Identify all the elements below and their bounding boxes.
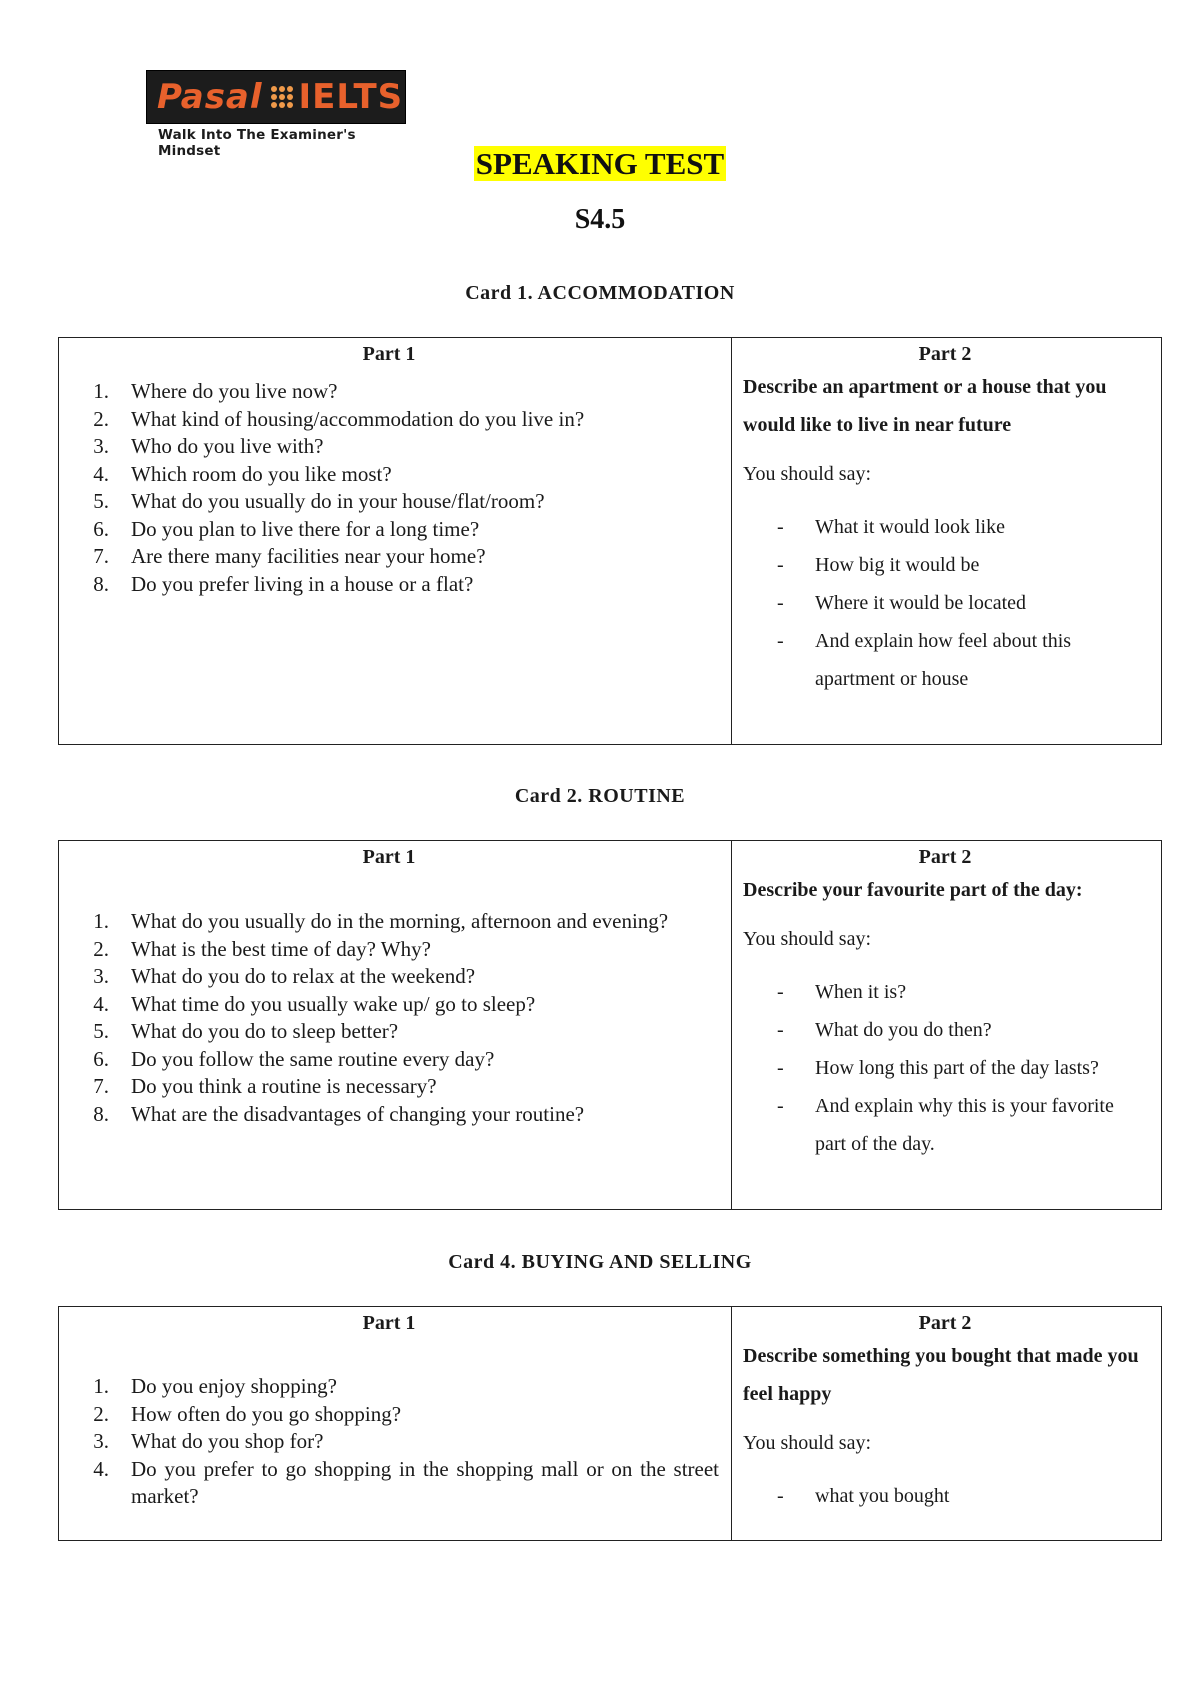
card-2-part-2 [732, 841, 1161, 1209]
question-item [59, 1101, 719, 1129]
part-1-label: Part 1 [362, 343, 416, 365]
card-2-heading: Card 2. ROUTINE [514, 785, 686, 807]
card-4-part-2 [732, 1307, 1161, 1540]
question-text: What time do you usually wake up/ go to sleep? [131, 991, 536, 1016]
bullet-dash: - [777, 1019, 784, 1041]
bullet-item [743, 1087, 1147, 1163]
part-2-description: Describe your favourite part of the day: [743, 879, 1083, 901]
bullet-text: When it is? [815, 981, 907, 1003]
card-1-heading: Card 1. ACCOMMODATION [465, 282, 735, 304]
question-text: What do you usually do in your house/flat/room? [131, 489, 545, 513]
question-text: Do you follow the same routine every day? [131, 1046, 495, 1071]
page-title [0, 146, 1200, 182]
question-list [59, 378, 719, 598]
question-text: What do you usually do in the morning, afternoon and evening? [131, 909, 669, 933]
bullet-list [743, 1477, 1147, 1515]
question-number: 6. [93, 1046, 109, 1071]
bullet-dash: - [777, 1485, 784, 1507]
question-item [59, 1018, 719, 1046]
question-item [59, 908, 719, 936]
question-item [59, 1401, 719, 1429]
bullet-dash: - [777, 592, 784, 614]
question-text: Do you prefer to go shopping in the shopping mall or on the street market? [131, 1456, 719, 1508]
question-number: 5. [93, 1019, 109, 1043]
card-4-table [58, 1306, 1162, 1541]
question-number: 3. [93, 964, 109, 988]
question-number: 1. [93, 379, 109, 403]
part-2-description: Describe an apartment or a house that you would like to live in near future [743, 376, 1107, 436]
question-text: What kind of housing/accommodation do you live in? [131, 406, 585, 431]
question-number: 5. [93, 489, 109, 513]
should-say-label: You should say: [743, 928, 871, 950]
card-4-part-1 [59, 1307, 732, 1540]
bullet-text: Where it would be located [815, 592, 1027, 614]
question-text: Do you enjoy shopping? [131, 1374, 337, 1398]
question-text: What do you do to sleep better? [131, 1019, 399, 1043]
question-text: What are the disadvantages of changing your routine? [131, 1101, 585, 1126]
question-item [59, 991, 719, 1019]
question-number: 8. [93, 1101, 109, 1126]
question-item [59, 963, 719, 991]
part-2-label: Part 2 [918, 846, 972, 868]
part-2-description: Describe something you bought that made you feel happy [743, 1345, 1139, 1405]
part-2-label: Part 2 [918, 343, 972, 365]
bullet-dash: - [777, 1057, 784, 1079]
question-text: What do you do to relax at the weekend? [131, 964, 476, 988]
bullet-text: what you bought [815, 1485, 950, 1507]
question-list [59, 908, 719, 1128]
part-1-label: Part 1 [362, 1312, 416, 1334]
bullet-text: How long this part of the day lasts? [815, 1057, 1099, 1079]
logo-brand-right: IELTS [298, 77, 404, 117]
question-number: 7. [93, 1074, 109, 1098]
bullet-item [743, 546, 1147, 584]
bullet-list [743, 973, 1147, 1163]
card-2-part-1 [59, 841, 732, 1209]
bullet-dash: - [777, 554, 784, 576]
bullet-item [743, 508, 1147, 546]
bullet-text: How big it would be [815, 554, 980, 576]
bullet-text: What it would look like [815, 516, 1005, 538]
question-number: 6. [93, 516, 109, 541]
bullet-item [743, 622, 1147, 698]
question-item [59, 1373, 719, 1401]
should-say-label: You should say: [743, 1432, 871, 1454]
question-item [59, 516, 719, 544]
question-item [59, 1428, 719, 1456]
question-item [59, 433, 719, 461]
question-item [59, 1456, 719, 1511]
question-text: How often do you go shopping? [131, 1401, 402, 1426]
bullet-item [743, 1477, 1147, 1515]
logo-dots-icon [271, 86, 293, 108]
question-text: What is the best time of day? Why? [131, 936, 431, 961]
card-1-table [58, 337, 1162, 745]
question-number: 2. [93, 406, 109, 431]
bullet-dash: - [777, 516, 784, 538]
question-number: 4. [93, 991, 109, 1016]
question-number: 1. [93, 1374, 109, 1398]
question-item [59, 406, 719, 434]
question-item [59, 461, 719, 489]
question-text: What do you shop for? [131, 1429, 324, 1453]
question-number: 4. [93, 1456, 109, 1481]
question-number: 3. [93, 1429, 109, 1453]
bullet-text: And explain how feel about this apartment or house [815, 630, 1072, 690]
question-text: Who do you live with? [131, 434, 324, 458]
question-number: 3. [93, 434, 109, 458]
bullet-item [743, 1011, 1147, 1049]
question-text: Do you prefer living in a house or a flat? [131, 571, 474, 596]
question-text: Do you think a routine is necessary? [131, 1074, 437, 1098]
card-1-part-2 [732, 338, 1161, 744]
page-title-text: SPEAKING TEST [475, 146, 725, 181]
bullet-dash: - [777, 630, 784, 652]
question-item [59, 488, 719, 516]
card-4-heading: Card 4. BUYING AND SELLING [448, 1251, 752, 1273]
question-item [59, 936, 719, 964]
card-1-part-1 [59, 338, 732, 744]
question-number: 4. [93, 461, 109, 486]
question-number: 8. [93, 571, 109, 596]
part-2-label: Part 2 [918, 1312, 972, 1334]
bullet-item [743, 584, 1147, 622]
question-number: 1. [93, 909, 109, 933]
question-text: Which room do you like most? [131, 461, 392, 486]
bullet-dash: - [777, 1095, 784, 1117]
question-list [59, 1373, 719, 1511]
bullet-item [743, 1049, 1147, 1087]
question-item [59, 378, 719, 406]
logo-brand-left: Pasal [157, 77, 263, 117]
question-number: 7. [93, 544, 109, 568]
bullet-list [743, 508, 1147, 698]
bullet-dash: - [777, 981, 784, 1003]
card-2-table [58, 840, 1162, 1210]
bullet-text: And explain why this is your favorite part of the day. [815, 1095, 1114, 1155]
question-number: 2. [93, 1401, 109, 1426]
question-item [59, 1073, 719, 1101]
question-text: Do you plan to live there for a long time? [131, 516, 480, 541]
bullet-item [743, 973, 1147, 1011]
question-item [59, 1046, 719, 1074]
question-text: Where do you live now? [131, 379, 338, 403]
part-1-label: Part 1 [362, 846, 416, 868]
question-text: Are there many facilities near your home? [131, 544, 486, 568]
should-say-label: You should say: [743, 463, 871, 485]
test-code: S4.5 [574, 204, 626, 235]
question-number: 2. [93, 936, 109, 961]
bullet-text: What do you do then? [815, 1019, 992, 1041]
question-item [59, 571, 719, 599]
logo-tagline: Walk Into The Examiner's Mindset [158, 127, 356, 159]
logo-banner [146, 70, 406, 124]
question-item [59, 543, 719, 571]
